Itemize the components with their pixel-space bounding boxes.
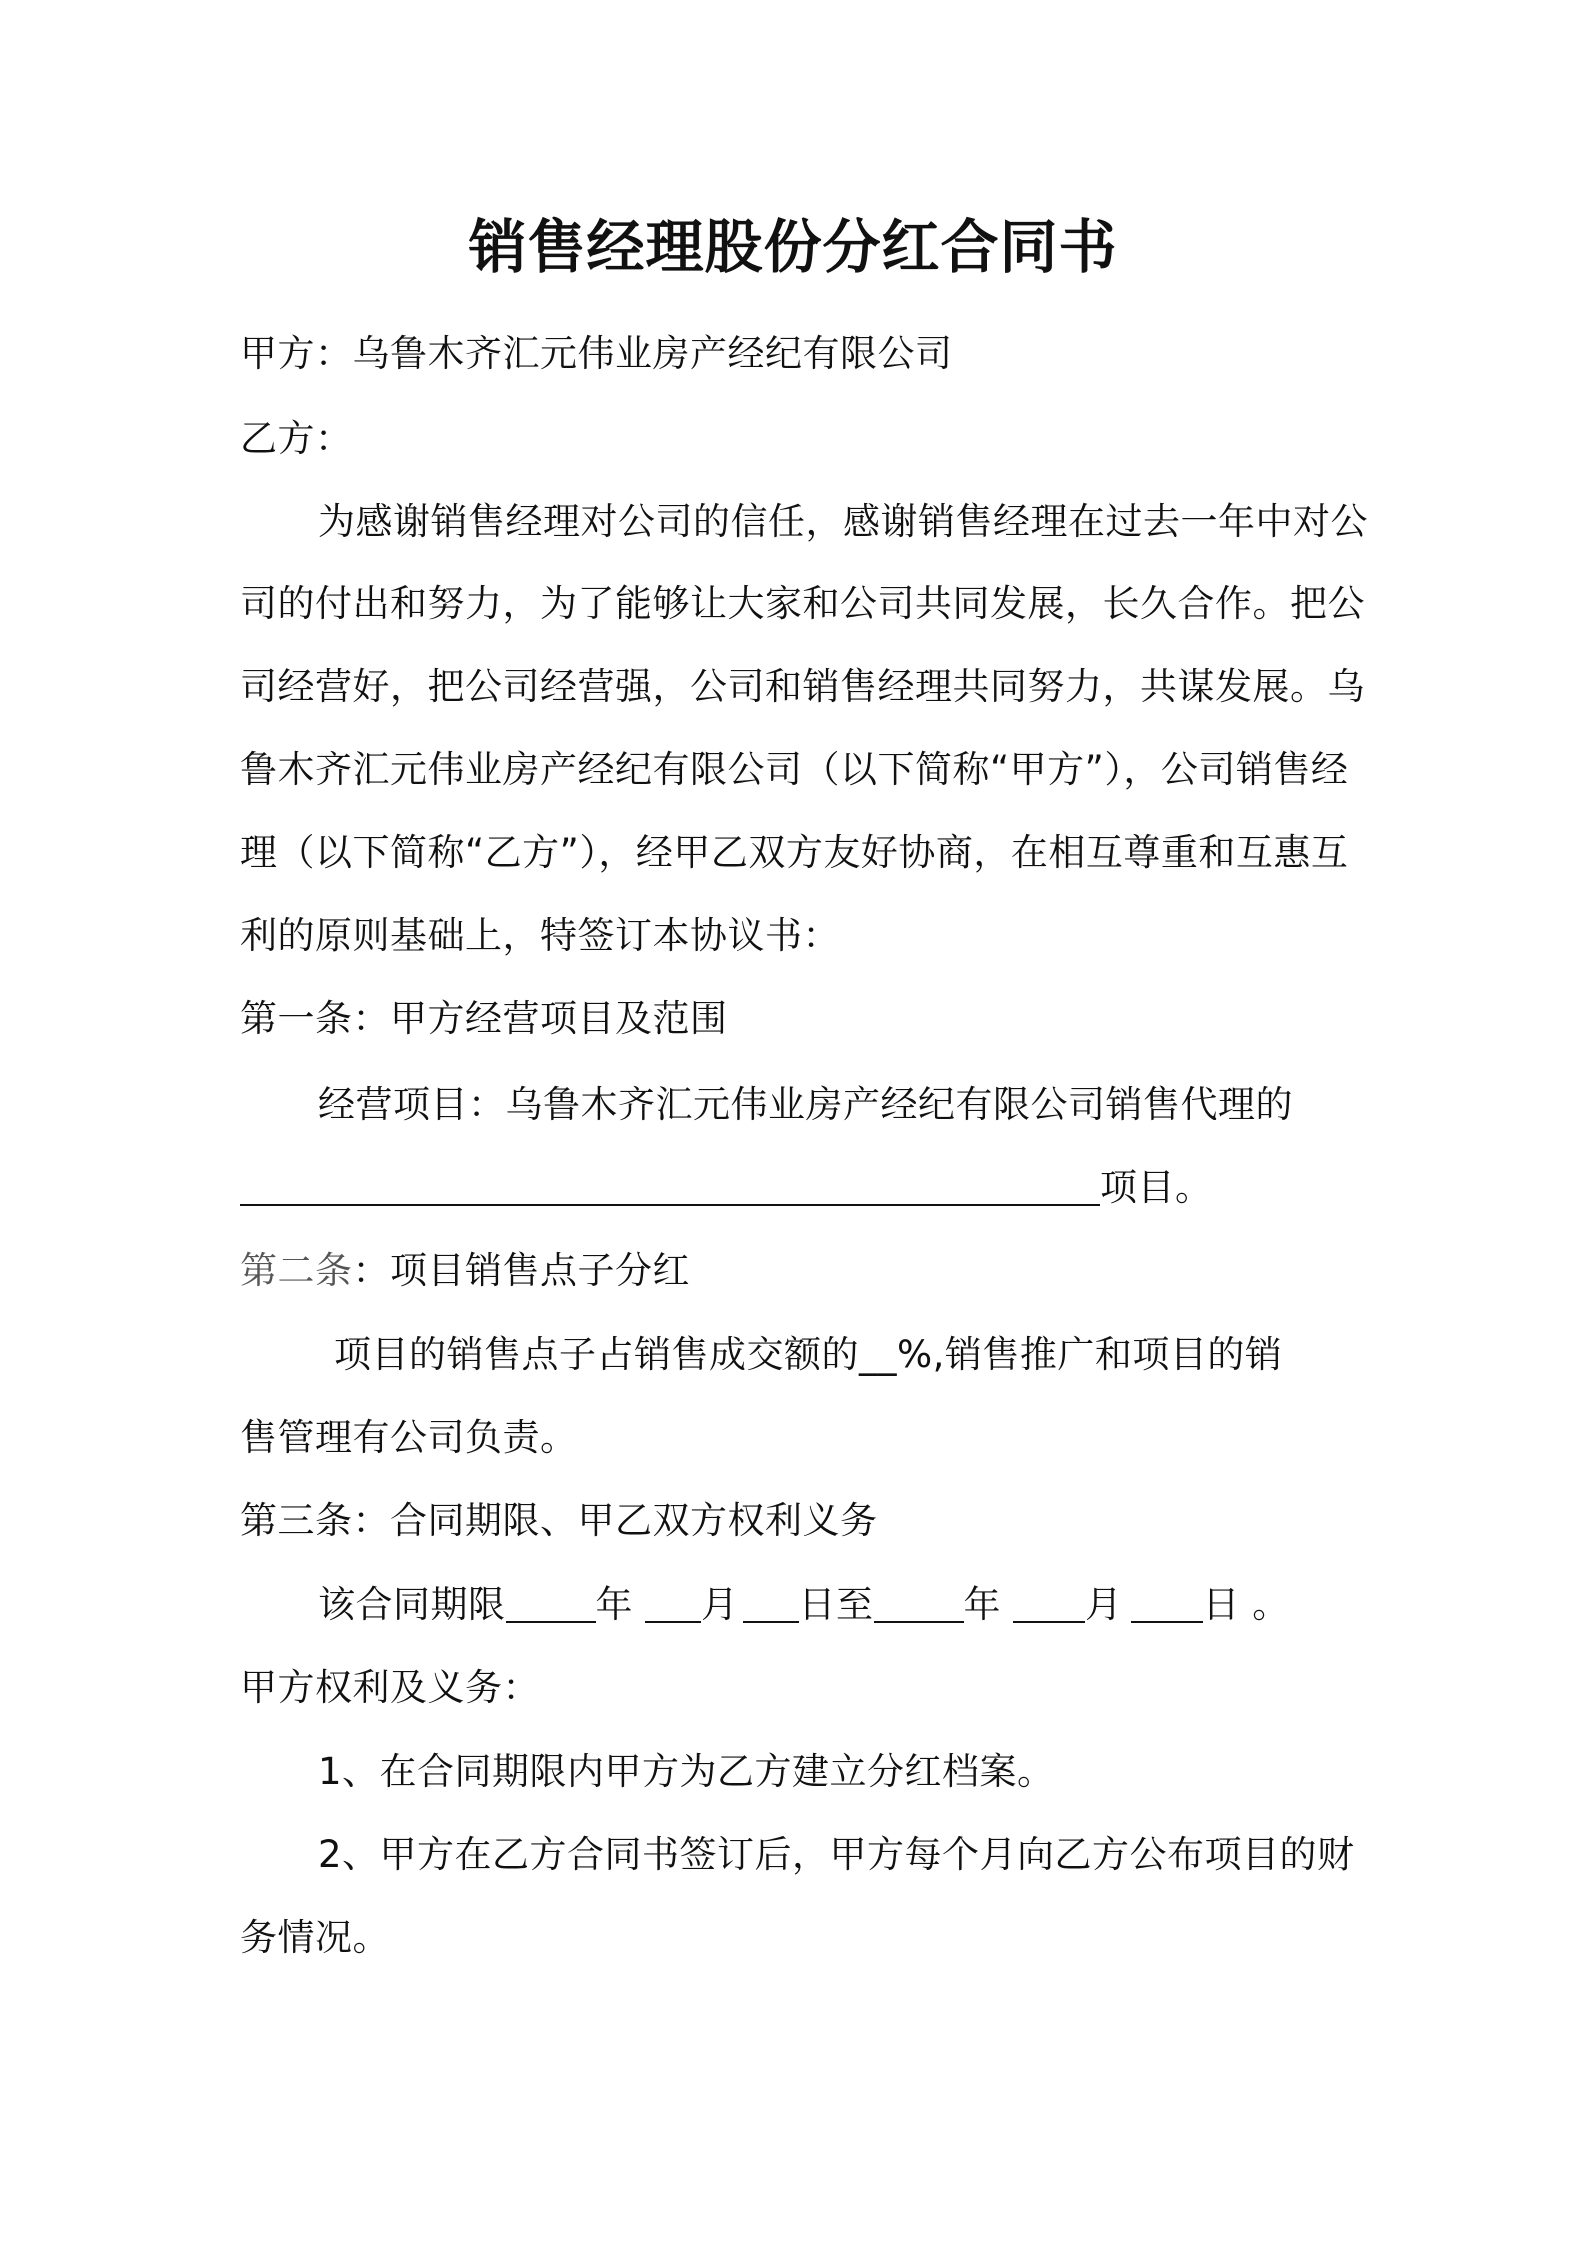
start-year-label: 年 xyxy=(595,1583,633,1626)
start-month-label: 月 xyxy=(701,1583,739,1626)
rights-item-2-line1: 2、甲方在乙方合同书签订后，甲方每个月向乙方公布项目的财 xyxy=(318,1833,1355,1876)
term-prefix: 该合同期限 xyxy=(318,1583,506,1626)
article2-heading xyxy=(240,1243,1360,1299)
article1-line2 xyxy=(240,1160,1360,1216)
preamble-line-5: 理（以下简称“乙方”），经甲乙双方友好协商，在相互尊重和互惠互 xyxy=(240,831,1349,874)
party-a-line: 甲方：乌鲁木齐汇元伟业房产经纪有限公司 xyxy=(240,332,953,375)
article2-line1-mid: _ xyxy=(878,1333,897,1376)
article2-line1 xyxy=(334,1327,1454,1383)
article2-line1-suffix: %,销售推广和项目的销 xyxy=(897,1333,1283,1376)
end-month-blank xyxy=(1013,1581,1085,1623)
article2-line1-prefix: 项目的销售点子占销售成交额的_ xyxy=(334,1333,878,1376)
article2-line2: 售管理有公司负责。 xyxy=(240,1416,578,1459)
party-a-rights-heading: 甲方权利及义务： xyxy=(240,1666,540,1709)
article2-heading-rest: ：项目销售点子分红 xyxy=(352,1249,690,1292)
start-month-blank xyxy=(645,1581,701,1623)
end-year-blank xyxy=(874,1581,964,1623)
preamble-line-6: 利的原则基础上，特签订本协议书： xyxy=(240,914,840,957)
end-day-label: 日 。 xyxy=(1202,1583,1290,1626)
rights-item-1: 1、在合同期限内甲方为乙方建立分红档案。 xyxy=(318,1750,1055,1793)
preamble-line-1: 为感谢销售经理对公司的信任，感谢销售经理在过去一年中对公 xyxy=(318,500,1368,543)
contract-term-line xyxy=(318,1577,1438,1633)
end-month-label: 月 xyxy=(1085,1583,1123,1626)
party-b-line: 乙方： xyxy=(240,417,353,460)
article1-heading: 第一条：甲方经营项目及范围 xyxy=(240,997,728,1040)
article3-heading: 第三条：合同期限、甲乙双方权利义务 xyxy=(240,1499,878,1542)
article1-line2-suffix: 项目。 xyxy=(1100,1166,1213,1209)
preamble-line-2: 司的付出和努力，为了能够让大家和公司共同发展，长久合作。把公 xyxy=(240,582,1365,625)
start-year-blank xyxy=(506,1581,596,1623)
rights-item-2-line2: 务情况。 xyxy=(240,1916,390,1959)
document-title: 销售经理股份分红合同书 xyxy=(468,213,1118,281)
article1-line1: 经营项目：乌鲁木齐汇元伟业房产经纪有限公司销售代理的 xyxy=(318,1083,1293,1126)
project-name-blank xyxy=(240,1164,1100,1206)
article2-heading-prefix: 第二条 xyxy=(240,1249,353,1292)
preamble-line-4: 鲁木齐汇元伟业房产经纪有限公司（以下简称“甲方”），公司销售经 xyxy=(240,748,1349,791)
end-day-blank xyxy=(1131,1581,1203,1623)
start-day-blank xyxy=(743,1581,799,1623)
end-year-label: 年 xyxy=(963,1583,1001,1626)
start-day-label: 日至 xyxy=(798,1583,874,1626)
preamble-line-3: 司经营好，把公司经营强，公司和销售经理共同努力，共谋发展。乌 xyxy=(240,665,1365,708)
